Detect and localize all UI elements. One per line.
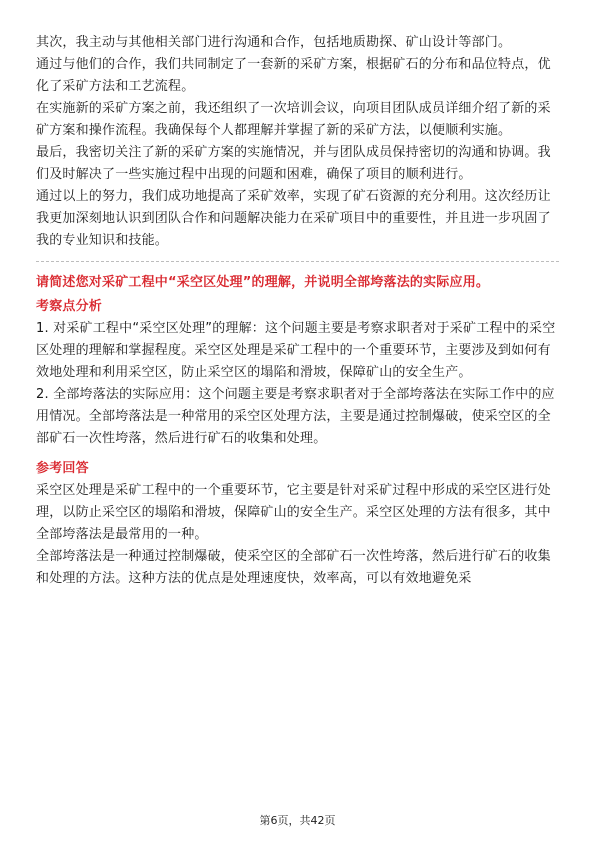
reference-heading: 参考回答 [36,461,89,476]
page-number: 第6页，共42页 [259,814,336,827]
body-paragraph: 通过与他们的合作，我们共同制定了一套新的采矿方案，根据矿石的分布和品位特点，优化了采矿方法和工艺流程。 [36,57,551,94]
analysis-item: 2. 全部垮落法的实际应用：这个问题主要是考察求职者对于全部垮落法在实际工作中的应用情况。全部垮落法是一种常用的采空区处理方法，主要是通过控制爆破，使采空区的全部矿石一次性垮落，然后进行矿石的收集和处理。 [36,387,555,446]
interview-question: 请简述您对采矿工程中“采空区处理”的理解，并说明全部垮落法的实际应用。 [36,275,490,290]
analysis-heading: 考察点分析 [36,299,103,314]
body-paragraph: 其次，我主动与其他相关部门进行沟通和合作，包括地质勘探、矿山设计等部门。 [36,35,512,50]
reference-paragraph: 全部垮落法是一种通过控制爆破，使采空区的全部矿石一次性垮落，然后进行矿石的收集和处理的方法。这种方法的优点是处理速度快，效率高，可以有效地避免采 [36,549,551,586]
analysis-item: 1. 对采矿工程中“采空区处理”的理解：这个问题主要是考察求职者对于采矿工程中的采空区处理的理解和掌握程度。采空区处理是采矿工程中的一个重要环节，主要涉及到如何有效地处理和利用采空区，防止采空区的塌陷和滑坡，保障矿山的安全生产。 [36,321,556,380]
body-paragraph: 在实施新的采矿方案之前，我还组织了一次培训会议，向项目团队成员详细介绍了新的采矿方案和操作流程。我确保每个人都理解并掌握了新的采矿方法，以便顺利实施。 [36,101,551,138]
section-divider [36,261,559,262]
body-paragraph: 最后，我密切关注了新的采矿方案的实施情况，并与团队成员保持密切的沟通和协调。我们及时解决了一些实施过程中出现的问题和困难，确保了项目的顺利进行。 [36,145,551,182]
page-content [36,32,559,590]
body-paragraph: 通过以上的努力，我们成功地提高了采矿效率，实现了矿石资源的充分利用。这次经历让我更加深刻地认识到团队合作和问题解决能力在采矿项目中的重要性，并且进一步巩固了我的专业知识和技能。 [36,189,551,248]
reference-paragraph: 采空区处理是采矿工程中的一个重要环节，它主要是针对采矿过程中形成的采空区进行处理，以防止采空区的塌陷和滑坡，保障矿山的安全生产。采空区处理的方法有很多，其中全部垮落法是最常用的一种。 [36,483,551,542]
